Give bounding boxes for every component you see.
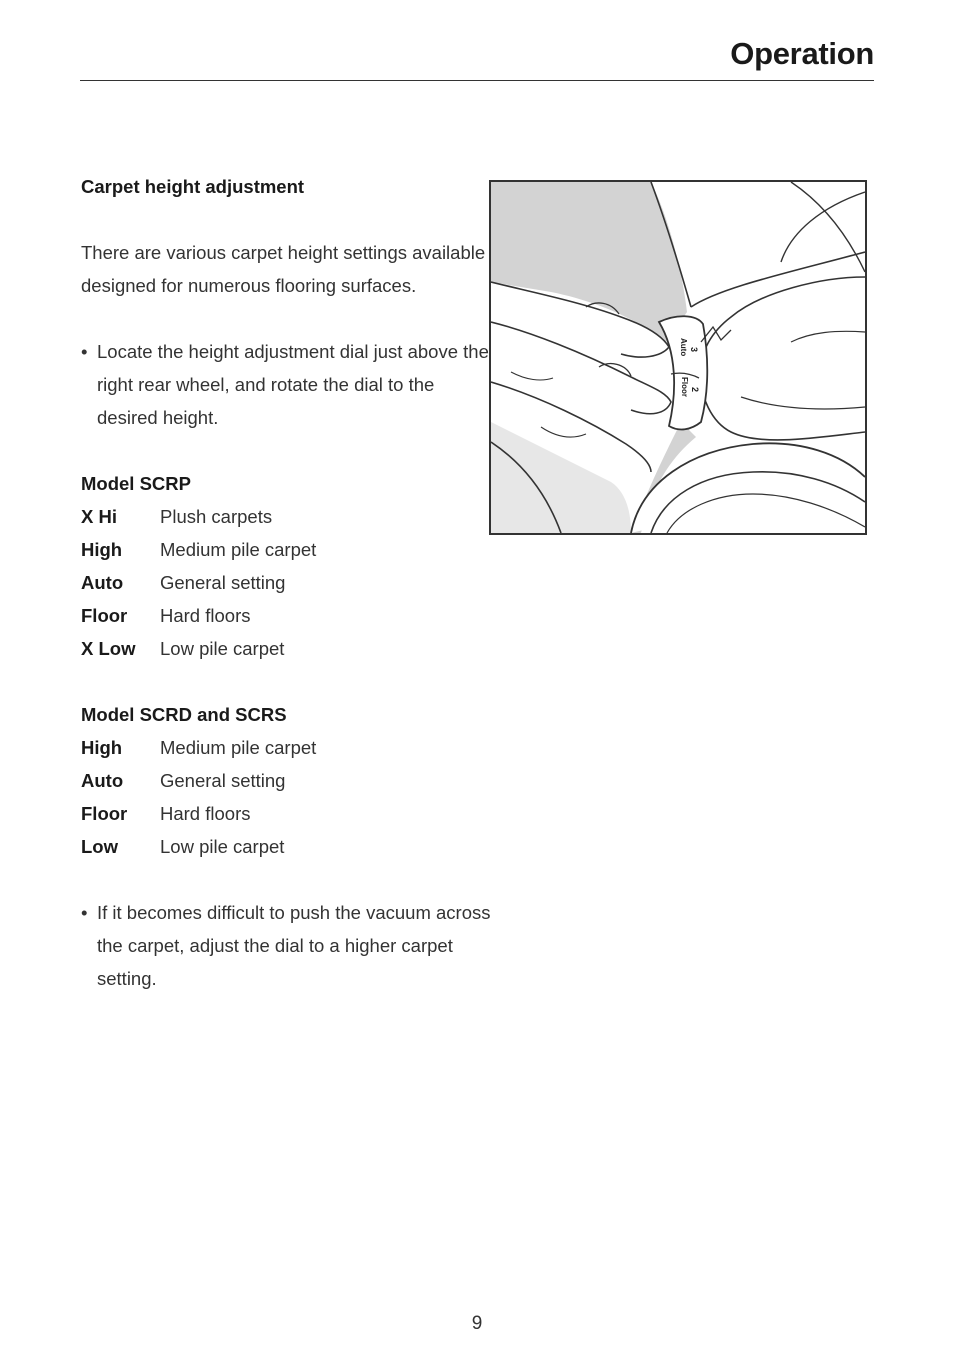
model-scrp-heading: Model SCRP	[81, 473, 191, 494]
bullet-marker: •	[81, 341, 88, 362]
setting-description: General setting	[160, 572, 286, 593]
gray-background-lower	[491, 422, 631, 533]
setting-description: Plush carpets	[160, 506, 273, 527]
setting-description: Medium pile carpet	[160, 539, 317, 560]
bullet-difficult-push	[81, 896, 491, 995]
model-scrp-settings-list	[81, 500, 491, 665]
dial-illustration	[489, 180, 867, 535]
setting-row	[81, 764, 491, 797]
intro-paragraph: There are various carpet height settings available designed for numerous flooring surfaces.	[81, 242, 486, 296]
dial-label-floor-number: 2	[690, 387, 700, 393]
section-heading: Carpet height adjustment	[81, 176, 305, 197]
main-content	[81, 170, 491, 995]
setting-name: Low	[81, 836, 118, 857]
setting-description: General setting	[160, 770, 286, 791]
setting-description: Medium pile carpet	[160, 737, 317, 758]
setting-name: Auto	[81, 572, 124, 593]
setting-name: X Hi	[81, 506, 117, 527]
setting-row	[81, 797, 491, 830]
setting-row	[81, 533, 491, 566]
bullet-marker: •	[81, 902, 88, 923]
knuckle-lines	[511, 372, 586, 437]
setting-description: Hard floors	[160, 803, 251, 824]
model-scrd-heading: Model SCRD and SCRS	[81, 704, 287, 725]
setting-name: High	[81, 737, 123, 758]
setting-row	[81, 830, 491, 863]
dial-illustration-svg	[491, 182, 865, 533]
vacuum-body-curve	[781, 182, 865, 272]
page-title: Operation	[730, 36, 874, 71]
setting-name: Floor	[81, 605, 128, 626]
dial-label-auto-word: Auto	[679, 338, 688, 357]
setting-name: X Low	[81, 638, 136, 659]
setting-name: High	[81, 539, 123, 560]
bullet-locate-dial	[81, 335, 491, 434]
setting-row	[81, 500, 491, 533]
setting-name: Auto	[81, 770, 124, 791]
setting-name: Floor	[81, 803, 128, 824]
header-divider	[80, 80, 874, 81]
setting-row	[81, 632, 491, 665]
setting-description: Low pile carpet	[160, 836, 285, 857]
setting-row	[81, 731, 491, 764]
dial-label-floor-word: Floor	[680, 377, 689, 397]
setting-description: Low pile carpet	[160, 638, 285, 659]
setting-row	[81, 566, 491, 599]
bullet-text: If it becomes difficult to push the vacuum across the carpet, adjust the dial to a higher carpet setting.	[97, 902, 491, 989]
setting-row	[81, 599, 491, 632]
dial-label-auto-number: 3	[689, 347, 699, 353]
gray-background	[491, 182, 687, 342]
bullet-text: Locate the height adjustment dial just above the right rear wheel, and rotate the dial to the desired height.	[97, 341, 489, 428]
model-scrd-settings-list	[81, 731, 491, 863]
setting-description: Hard floors	[160, 605, 251, 626]
page-number: 9	[471, 1313, 483, 1334]
thumb-outline	[699, 277, 865, 440]
